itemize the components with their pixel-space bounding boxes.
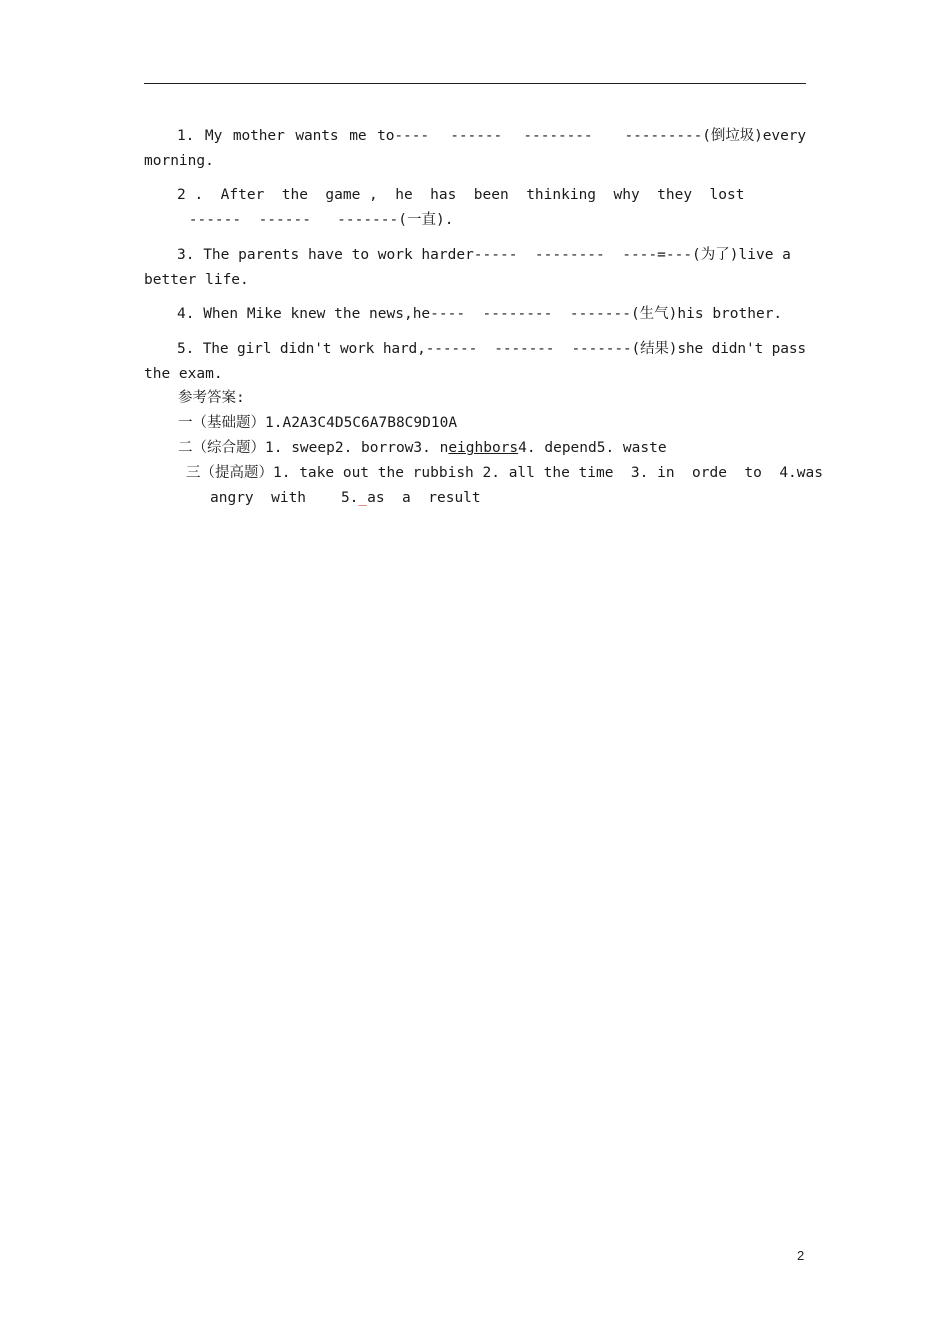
question-1-line-2: morning. [144,153,214,169]
answers-part-3-line-2-before: angry with 5. [210,490,359,506]
question-3-line-2: better life. [144,272,249,288]
answers-part-3-line-2-after: as a result [367,490,481,506]
question-3 [144,243,806,293]
question-2-line-1: 2 . After the game , he has been thinking why they lost [177,187,745,203]
answers-heading: 参考答案: [178,390,245,406]
question-1 [144,124,806,174]
answers-part-2-after: 4. depend5. waste [518,440,667,456]
question-4 [144,302,806,327]
question-1-line-1: 1. My mother wants me to---- ------ -------- ---------(倒垃圾)every [177,128,806,144]
answers-part-3-red-mark: _ [358,490,368,506]
question-5-line-2: the exam. [144,366,223,382]
question-2-line-2: ------ ------ -------(一直). [180,212,454,228]
header-rule [144,83,806,84]
answers-part-2 [178,436,667,461]
answers-part-2-underlined: eighbors [448,440,519,456]
answers-part-2-before: 二（综合题）1. sweep2. borrow3. n [178,440,449,456]
question-5 [144,337,806,387]
answers-part-3-line-1: 三（提高题）1. take out the rubbish 2. all the time 3. in orde to 4.was [186,465,823,481]
question-2 [144,183,806,233]
question-3-line-1: 3. The parents have to work harder----- -------- ----=---(为了)live a [177,247,791,263]
answers-part-3-line-2 [210,486,481,511]
answers-part-1: 一（基础题）1.A2A3C4D5C6A7B8C9D10A [178,415,458,431]
question-4-line-1: 4. When Mike knew the news,he---- -------- -------(生气)his brother. [177,306,783,322]
question-5-line-1: 5. The girl didn't work hard,------ ------- -------(结果)she didn't pass [177,341,806,357]
page-number: 2 [797,1248,805,1263]
